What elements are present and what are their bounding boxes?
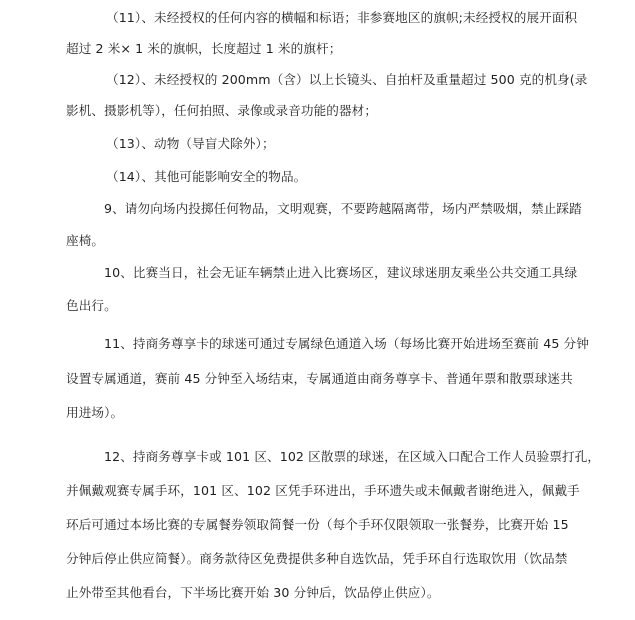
clause-13-line-1: （13）、动物（导盲犬除外）；	[106, 136, 275, 151]
rule-9-line-1: 9、请勿向场内投掷任何物品，文明观赛，不要跨越隔离带，场内严禁吸烟，禁止踩踏	[104, 201, 582, 216]
rule-10-line-1: 10、比赛当日，社会无证车辆禁止进入比赛场区，建议球迷朋友乘坐公共交通工具绿	[104, 265, 578, 280]
rule-12-line-4: 分钟后停止供应简餐）。商务款待区免费提供多种自选饮品，凭手环自行选取饮用（饮品禁	[66, 551, 568, 566]
clause-11-line-2: 超过 2 米× 1 米的旗帜，长度超过 1 米的旗杆；	[66, 41, 342, 56]
rule-10-line-2: 色出行。	[66, 298, 117, 313]
rule-11-line-1: 11、持商务尊享卡的球迷可通过专属绿色通道入场（每场比赛开始进场至赛前 45 分钟	[104, 336, 589, 351]
rule-12-line-2: 并佩戴观赛专属手环，101 区、102 区凭手环进出，手环遗失或未佩戴者谢绝进入，佩戴手	[66, 483, 580, 498]
rule-9-line-2: 座椅。	[66, 233, 105, 248]
clause-14-line-1: （14）、其他可能影响安全的物品。	[106, 169, 307, 184]
rule-12-line-1: 12、持商务尊享卡或 101 区、102 区散票的球迷，在区域入口配合工作人员验票打孔，	[104, 449, 601, 464]
clause-12-line-1: （12）、未经授权的 200mm（含）以上长镜头、自拍杆及重量超过 500 克的机身(录	[106, 72, 588, 87]
clause-12-line-2: 影机、摄影机等），任何拍照、录像或录音功能的器材；	[66, 103, 378, 118]
rule-12-line-3: 环后可通过本场比赛的专属餐券领取简餐一份（每个手环仅限领取一张餐券，比赛开始 15	[66, 517, 569, 532]
clause-11-line-1: （11）、未经授权的任何内容的横幅和标语；非参赛地区的旗帜;未经授权的展开面积	[106, 10, 578, 25]
rule-12-line-5: 止外带至其他看台，下半场比赛开始 30 分钟后，饮品停止供应）。	[66, 585, 440, 600]
rule-11-line-3: 用进场）。	[66, 405, 124, 420]
rule-11-line-2: 设置专属通道，赛前 45 分钟至入场结束，专属通道由商务尊享卡、普通年票和散票球迷共	[66, 371, 573, 386]
